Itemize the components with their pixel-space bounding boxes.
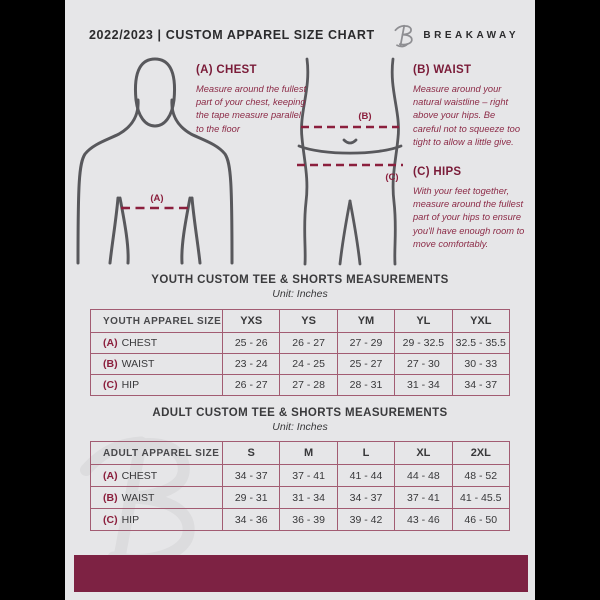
table-cell: 34 - 37 [452, 375, 509, 396]
row-prefix: (B) [103, 358, 118, 370]
row-prefix: (A) [103, 469, 118, 482]
chest-instructions [196, 64, 308, 136]
document-header [89, 20, 519, 50]
table-cell: 30 - 33 [452, 354, 509, 375]
adult-section-unit: Unit: Inches [272, 421, 328, 433]
adult-table-header-row [91, 442, 510, 465]
adult-waist-row [91, 487, 510, 509]
row-label-text: CHEST [121, 469, 158, 482]
adult-size-l-header: L [337, 442, 394, 465]
table-cell: 28 - 31 [337, 375, 394, 396]
chest-instructions-body: Measure around the fullest part of your chest, keeping the tape measure parallel to the floor [196, 84, 307, 134]
row-prefix: (C) [103, 513, 118, 526]
youth-section-unit: Unit: Inches [272, 288, 328, 300]
table-cell: 31 - 34 [395, 375, 452, 396]
breakaway-b-logo-icon [393, 22, 417, 48]
chest-instructions-heading: (A) CHEST [196, 64, 257, 76]
table-cell: 26 - 27 [223, 375, 280, 396]
youth-size-column-header: YOUTH APPAREL SIZE [91, 310, 223, 333]
figure-waist-label: (B) [358, 111, 372, 122]
row-prefix: (A) [103, 337, 118, 349]
adult-chest-row-label [91, 465, 223, 487]
adult-hip-row-label [91, 509, 223, 531]
table-cell: 25 - 26 [223, 333, 280, 354]
table-cell: 27 - 28 [280, 375, 337, 396]
youth-section-title: YOUTH CUSTOM TEE & SHORTS MEASUREMENTS [151, 274, 449, 286]
table-cell: 23 - 24 [223, 354, 280, 375]
brand-name: BREAKAWAY [423, 29, 519, 41]
table-cell: 43 - 46 [395, 509, 452, 531]
youth-table-header-row [91, 310, 510, 333]
row-prefix: (C) [103, 379, 118, 391]
youth-size-ym-header: YM [337, 310, 394, 333]
table-cell: 39 - 42 [337, 509, 394, 531]
youth-waist-row-label [91, 354, 223, 375]
table-cell: 24 - 25 [280, 354, 337, 375]
adult-size-table [90, 441, 510, 531]
youth-size-ys-header: YS [280, 310, 337, 333]
row-label-text: WAIST [121, 491, 155, 504]
table-cell: 34 - 37 [223, 465, 280, 487]
document-title: 2022/2023 | CUSTOM APPAREL SIZE CHART [89, 28, 375, 42]
table-cell: 29 - 31 [223, 487, 280, 509]
youth-hip-row [91, 375, 510, 396]
table-cell: 34 - 36 [223, 509, 280, 531]
table-cell: 41 - 44 [337, 465, 394, 487]
waist-instructions-heading: (B) WAIST [413, 64, 472, 76]
adult-chest-row [91, 465, 510, 487]
youth-hip-row-label [91, 375, 223, 396]
hips-instructions [413, 166, 525, 251]
table-cell: 37 - 41 [280, 465, 337, 487]
adult-size-2xl-header: 2XL [452, 442, 509, 465]
table-cell: 26 - 27 [280, 333, 337, 354]
table-cell: 31 - 34 [280, 487, 337, 509]
youth-size-yxl-header: YXL [452, 310, 509, 333]
table-cell: 44 - 48 [395, 465, 452, 487]
waist-instructions-body: Measure around your natural waistline – right above your hips. Be careful not to squeeze too tight to allow a little give. [413, 84, 520, 147]
footer-accent-bar [74, 555, 528, 592]
table-cell: 34 - 37 [337, 487, 394, 509]
waist-instructions [413, 64, 525, 149]
table-cell: 48 - 52 [452, 465, 509, 487]
table-cell: 36 - 39 [280, 509, 337, 531]
adult-waist-row-label [91, 487, 223, 509]
table-cell: 41 - 45.5 [452, 487, 509, 509]
table-cell: 29 - 32.5 [395, 333, 452, 354]
youth-size-yl-header: YL [395, 310, 452, 333]
adult-hip-row [91, 509, 510, 531]
table-cell: 37 - 41 [395, 487, 452, 509]
table-cell: 46 - 50 [452, 509, 509, 531]
adult-section-title: ADULT CUSTOM TEE & SHORTS MEASUREMENTS [152, 407, 448, 419]
youth-size-yxs-header: YXS [223, 310, 280, 333]
youth-chest-row-label [91, 333, 223, 354]
brand-lockup [393, 22, 519, 48]
table-cell: 27 - 30 [395, 354, 452, 375]
row-label-text: WAIST [121, 358, 155, 370]
adult-size-xl-header: XL [395, 442, 452, 465]
adult-size-column-header: ADULT APPAREL SIZE [91, 442, 223, 465]
table-cell: 32.5 - 35.5 [452, 333, 509, 354]
row-label-text: HIP [121, 379, 140, 391]
adult-size-m-header: M [280, 442, 337, 465]
row-prefix: (B) [103, 491, 118, 504]
adult-size-s-header: S [223, 442, 280, 465]
youth-size-table [90, 309, 510, 396]
youth-waist-row [91, 354, 510, 375]
youth-chest-row [91, 333, 510, 354]
lower-body-figure [292, 56, 408, 268]
row-label-text: HIP [121, 513, 140, 526]
figure-chest-label: (A) [150, 193, 164, 204]
hips-instructions-body: With your feet together, measure around the fullest part of your hips to ensure you'll have enough room to move comfortably. [413, 186, 525, 249]
table-cell: 25 - 27 [337, 354, 394, 375]
size-chart-document [65, 0, 535, 600]
row-label-text: CHEST [121, 337, 158, 349]
table-cell: 27 - 29 [337, 333, 394, 354]
hips-instructions-heading: (C) HIPS [413, 166, 462, 178]
figure-hips-label: (C) [385, 172, 399, 183]
